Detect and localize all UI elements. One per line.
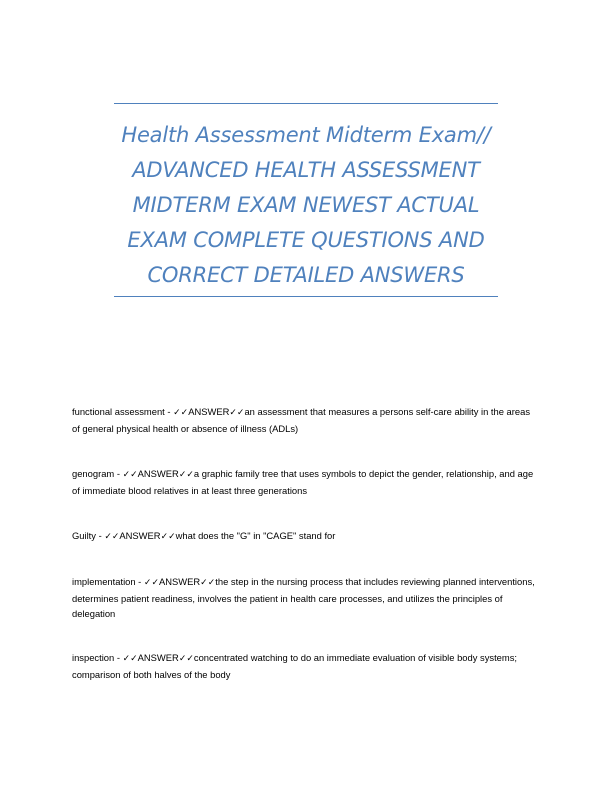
entry-term: genogram [72,468,115,479]
qa-entry-genogram [72,466,540,498]
qa-entry-inspection [72,650,540,682]
title-line-1: Health Assessment Midterm Exam// [121,123,491,147]
entry-definition: the step in the nursing process that includes reviewing planned interventions, determines patient readiness, involves the patient in health care processes, and utilizes the principles of delegation [72,576,535,619]
check-marks-icon: ✓✓ [178,654,194,664]
answer-label: ANSWER [188,406,230,417]
check-marks-icon: ✓✓ [173,408,189,418]
title-line-5: CORRECT DETAILED ANSWERS [147,263,465,287]
entry-separator: - [135,576,144,587]
entry-term: implementation [72,576,136,587]
entry-separator: - [114,652,123,663]
check-marks-icon: ✓✓ [178,470,194,480]
check-marks-icon: ✓✓ [122,470,138,480]
answer-label: ANSWER [137,468,179,479]
qa-entry-guilty [72,528,540,545]
check-marks-icon: ✓✓ [200,578,216,588]
answer-label: ANSWER [137,652,179,663]
check-marks-icon: ✓✓ [104,532,120,542]
entry-term: functional assessment [72,406,165,417]
qa-entry-implementation [72,574,540,621]
check-marks-icon: ✓✓ [160,532,176,542]
check-marks-icon: ✓✓ [122,654,138,664]
title-line-3: MIDTERM EXAM NEWEST ACTUAL [132,193,480,217]
title-line-2: ADVANCED HEALTH ASSESSMENT [132,158,480,182]
qa-entry-functional-assessment [72,404,540,436]
answer-label: ANSWER [119,530,161,541]
entry-term: Guilty [72,530,96,541]
check-marks-icon: ✓✓ [229,408,245,418]
entry-definition: concentrated watching to do an immediate evaluation of visible body systems; comparison of both halves of the body [72,652,518,680]
entry-definition: what does the "G" in "CAGE" stand for [175,530,336,541]
entry-separator: - [95,530,105,541]
answer-label: ANSWER [159,576,201,587]
title-line-4: EXAM COMPLETE QUESTIONS AND [127,228,485,252]
check-marks-icon: ✓✓ [143,578,160,588]
entry-separator: - [114,468,123,479]
entry-separator: - [164,406,174,417]
entry-term: inspection [72,652,115,663]
entry-definition: a graphic family tree that uses symbols to depict the gender, relationship, and age of immediate blood relatives in at least three generations [72,468,534,496]
document-title [114,103,498,297]
entry-definition: an assessment that measures a persons self-care ability in the areas of general physical health or absence of illness (ADLs) [72,406,531,434]
